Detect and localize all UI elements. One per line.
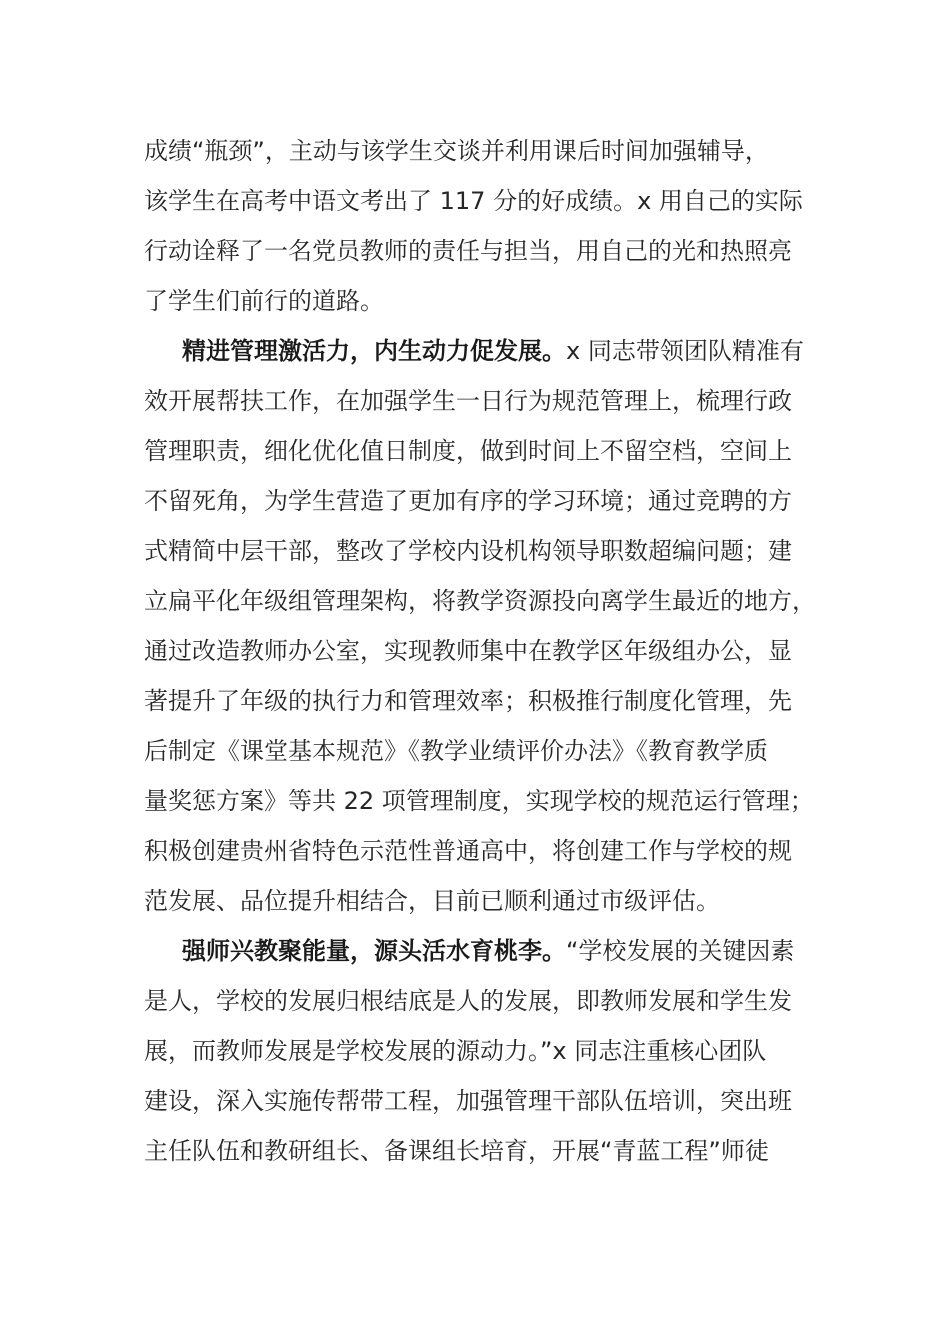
- paragraph-2-line-10: 积极创建贵州省特色示范性普通高中，将创建工作与学校的规: [144, 837, 792, 865]
- paragraph-2-line-1: 效开展帮扶工作，在加强学生一日行为规范管理上，梳理行政: [144, 387, 792, 415]
- paragraph-2-line-4: 式精简中层干部，整改了学校内设机构领导职数超编问题；建: [144, 537, 792, 565]
- paragraph-3-heading: 强师兴教聚能量，源头活水育桃李。: [182, 937, 566, 965]
- paragraph-3-line-2: 展，而教师发展是学校发展的源动力。”x 同志注重核心团队: [144, 1037, 767, 1065]
- paragraph-2-first-line: [182, 326, 804, 376]
- paragraph-2-line-7: 著提升了年级的执行力和管理效率；积极推行制度化管理，先: [144, 687, 792, 715]
- paragraph-2-line-3: 不留死角，为学生营造了更加有序的学习环境；通过竞聘的方: [144, 487, 792, 515]
- paragraph-2-line-8: 后制定《课堂基本规范》《教学业绩评价办法》《教育教学质: [144, 737, 768, 765]
- paragraph-2-first-line-text: x 同志带领团队精准有: [566, 337, 804, 365]
- paragraph-2-line-6: 通过改造教师办公室，实现教师集中在教学区年级组办公，显: [144, 637, 792, 665]
- paragraph-2-line-9: 量奖惩方案》等共 22 项管理制度，实现学校的规范运行管理；: [144, 787, 814, 815]
- paragraph-3-line-4: 主任队伍和教研组长、备课组长培育，开展“青蓝工程”师徒: [144, 1137, 769, 1165]
- paragraph-1-line-4: 了学生们前行的道路。: [144, 287, 384, 315]
- paragraph-2-heading: 精进管理激活力，内生动力促发展。: [182, 337, 566, 365]
- paragraph-2-line-2: 管理职责，细化优化值日制度，做到时间上不留空档，空间上: [144, 437, 792, 465]
- paragraph-3-line-3: 建设，深入实施传帮带工程，加强管理干部队伍培训，突出班: [144, 1087, 792, 1115]
- paragraph-3-first-line: [182, 926, 794, 976]
- paragraph-1-line-2: 该学生在高考中语文考出了 117 分的好成绩。x 用自己的实际: [144, 187, 803, 215]
- paragraph-3-first-line-text: “学校发展的关键因素: [566, 937, 795, 965]
- paragraph-2-line-5: 立扁平化年级组管理架构，将教学资源投向离学生最近的地方，: [144, 587, 816, 615]
- paragraph-3-line-1: 是人，学校的发展归根结底是人的发展，即教师发展和学生发: [144, 987, 792, 1015]
- paragraph-1-line-3: 行动诠释了一名党员教师的责任与担当，用自己的光和热照亮: [144, 237, 792, 265]
- paragraph-1-line-1: 成绩“瓶颈”，主动与该学生交谈并利用课后时间加强辅导，: [144, 137, 769, 165]
- paragraph-2-line-11: 范发展、品位提升相结合，目前已顺利通过市级评估。: [144, 887, 720, 915]
